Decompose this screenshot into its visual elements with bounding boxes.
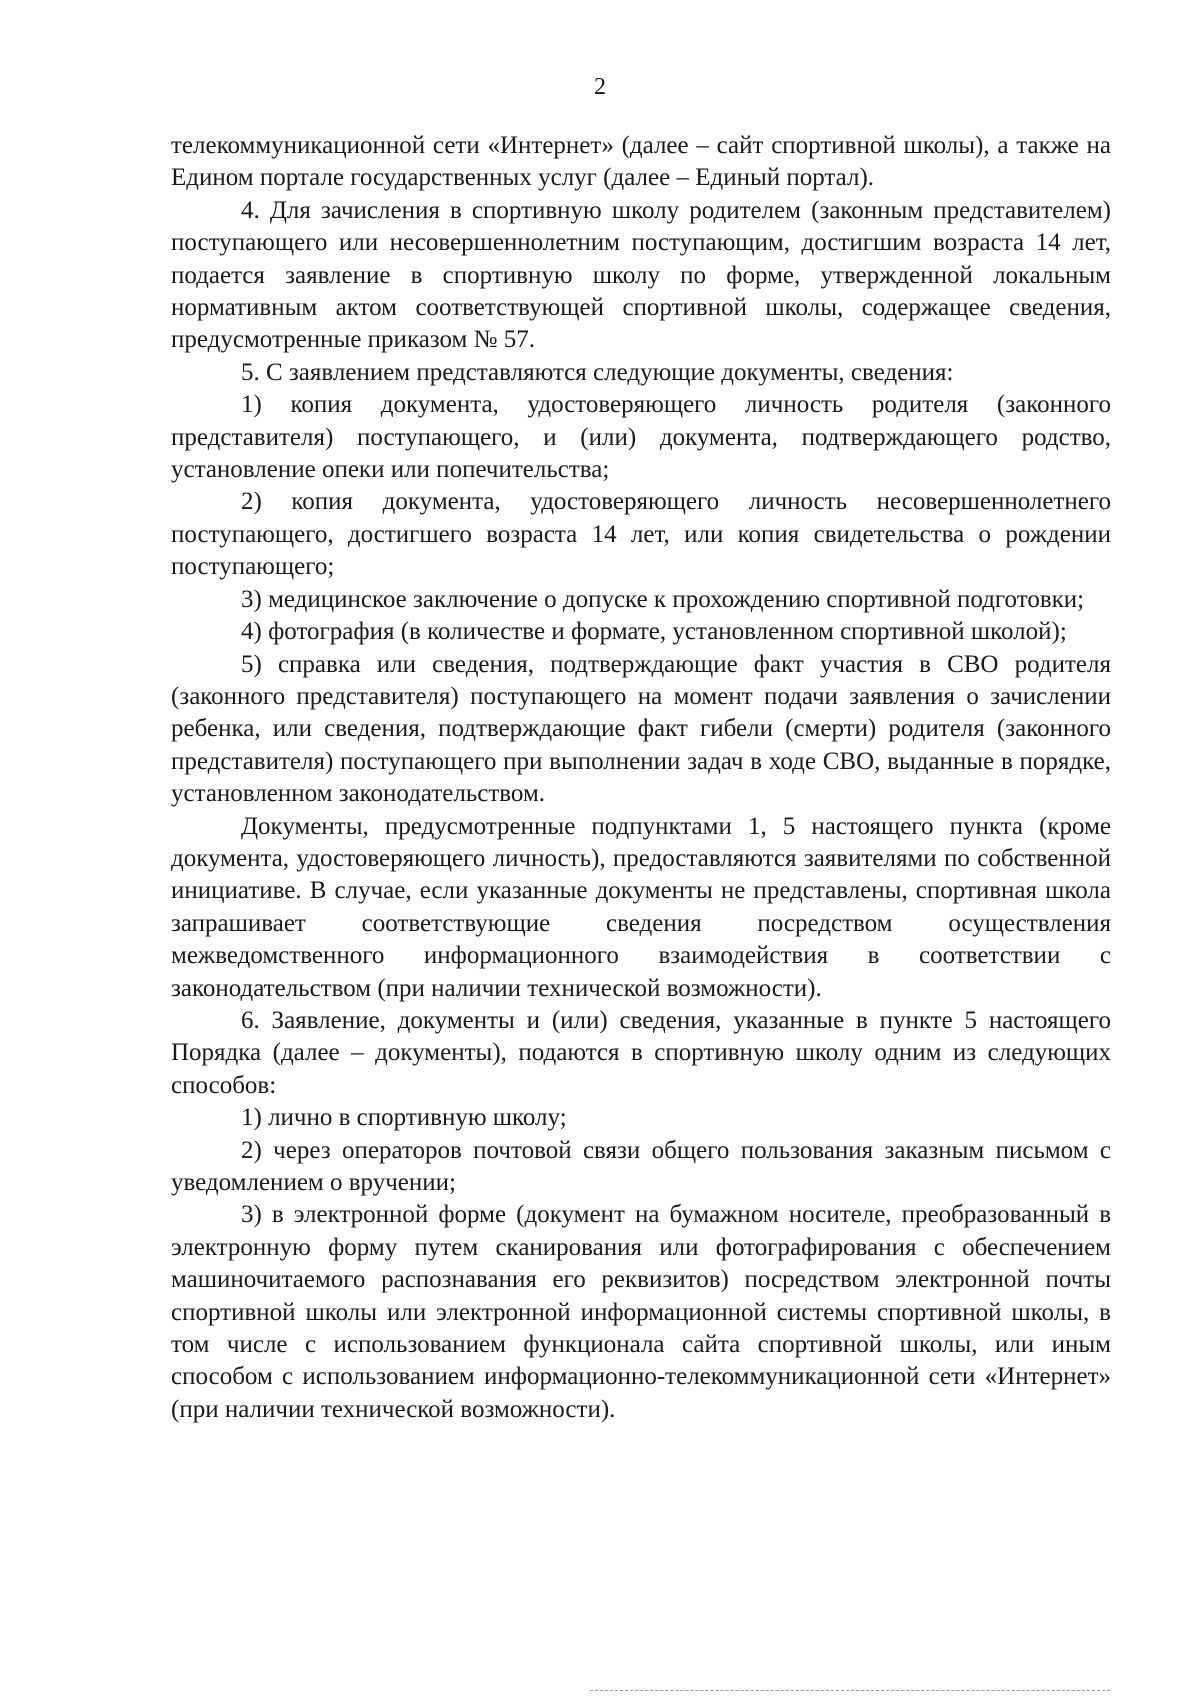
subitem-5-2: 2) копия документа, удостоверяющего личность несовершеннолетнего поступающего, достигшего возраста 14 лет, или копия свидетельства о рождении поступающего; [171, 488, 1111, 581]
subitem-5-3: 3) медицинское заключение о допуске к прохождению спортивной подготовки; [241, 585, 1085, 613]
document-body [171, 130, 1111, 1426]
subitem-5-1: 1) копия документа, удостоверяющего личность родителя (законного представителя) поступающего, и (или) документа, подтверждающего родство, установление опеки или попечительства; [171, 391, 1111, 484]
paragraph-item-5: 5. С заявлением представляются следующие документы, сведения: [241, 358, 954, 386]
paragraph-documents-note: Документы, предусмотренные подпунктами 1, 5 настоящего пункта (кроме документа, удостоверяющего личность), предоставляются заявителями по собственной инициативе. В случае, если указанные документы не представлены, спортивная школа запрашивает соответствующие сведения посредством осуществления межведомственного информационного взаимодействия в соответствии с законодательством (при наличии технической возможности). [171, 812, 1111, 1002]
page-number: 2 [594, 74, 606, 100]
subitem-5-4: 4) фотография (в количестве и формате, установленном спортивной школой); [241, 618, 1067, 646]
paragraph-item-6: 6. Заявление, документы и (или) сведения, указанные в пункте 5 настоящего Порядка (далее – документы), подаются в спортивную школу одним из следующих способов: [171, 1006, 1111, 1099]
paragraph-item-4: 4. Для зачисления в спортивную школу родителем (законным представителем) поступающего или несовершеннолетним поступающим, достигшим возраста 14 лет, подается заявление в спортивную школу по форме, утвержденной локальным нормативным актом соответствующей спортивной школы, содержащее сведения, предусмотренные приказом № 57. [171, 196, 1111, 354]
subitem-6-2: 2) через операторов почтовой связи общего пользования заказным письмом с уведомлением о вручении; [171, 1136, 1111, 1196]
scan-artifact-line [590, 1690, 1110, 1693]
paragraph-continuation: телекоммуникационной сети «Интернет» (далее – сайт спортивной школы), а также на Едином портале государственных услуг (далее – Единый портал). [171, 132, 1111, 192]
subitem-6-3: 3) в электронной форме (документ на бумажном носителе, преобразованный в электронную форму путем сканирования или фотографирования с обеспечением машиночитаемого распознавания его реквизитов) посредством электронной почты спортивной школы или электронной информационной системы спортивной школы, в том числе с использованием функционала сайта спортивной школы, или иным способом с использованием информационно-телекоммуникационной сети «Интернет» (при наличии технической возможности). [171, 1201, 1111, 1423]
subitem-6-1: 1) лично в спортивную школу; [241, 1104, 567, 1132]
subitem-5-5: 5) справка или сведения, подтверждающие факт участия в СВО родителя (законного представителя) поступающего на момент подачи заявления о зачислении ребенка, или сведения, подтверждающие факт гибели (смерти) родителя (законного представителя) поступающего при выполнении задач в ходе СВО, выданные в порядке, установленном законодательством. [171, 650, 1111, 808]
